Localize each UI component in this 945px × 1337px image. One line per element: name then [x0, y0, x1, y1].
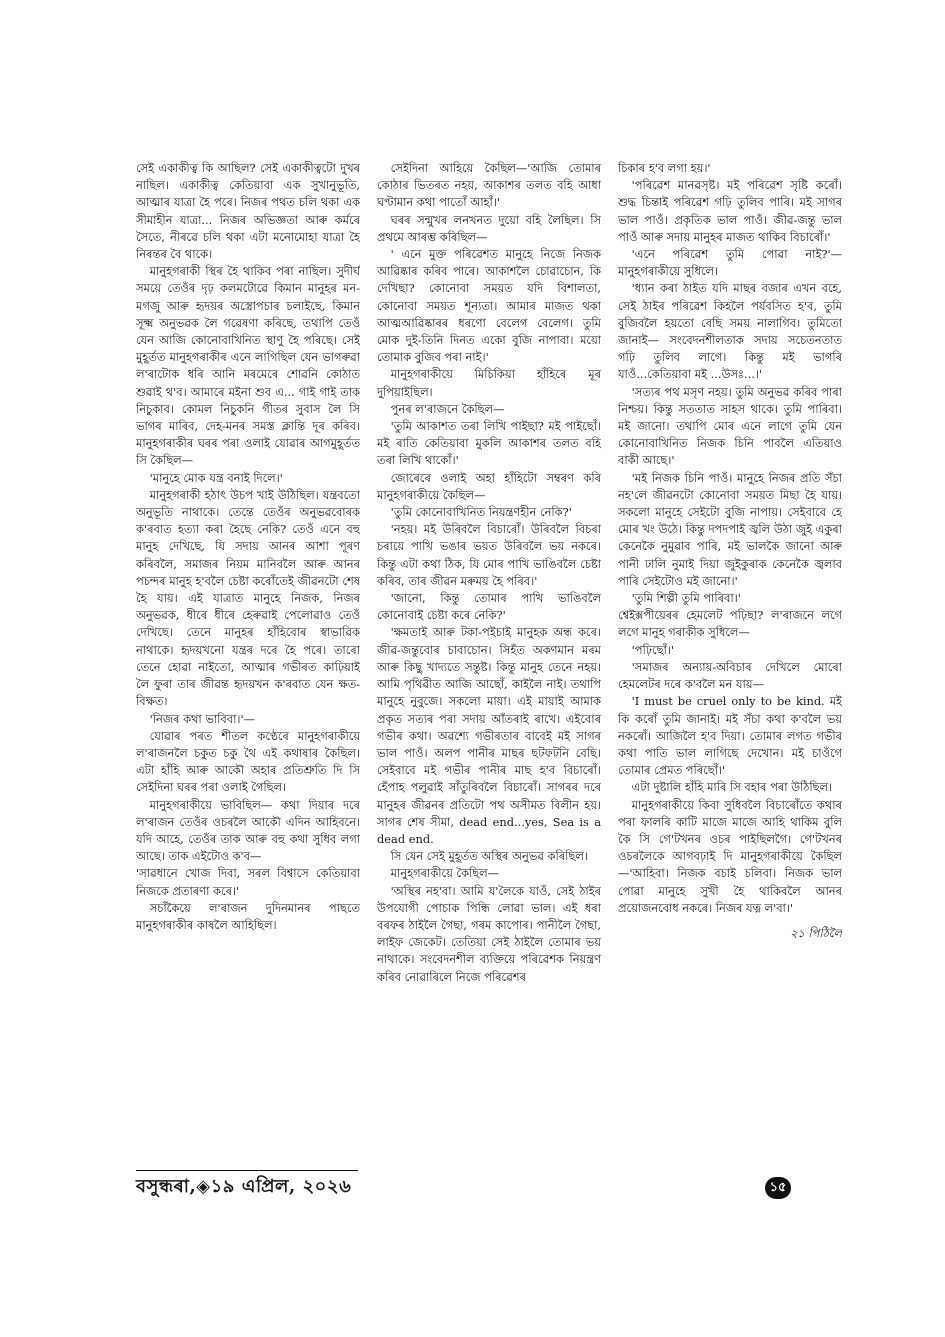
paragraph: 'পৰিৱেশ মানৱসৃষ্ট। মই পৰিৱেশ সৃষ্টি কৰোঁ। শুদ্ধ চিন্তাই পৰিৱেশ গঢ়ি তুলিব পাৰি। মই সাগৰ ভাল পাওঁ। প্ৰকৃতিক ভাল পাওঁ। জীৱ-জন্তু ভাল পাওঁ আৰু সদায় মানুহৰ মাজত থাকিব বিচাৰোঁ।' [618, 178, 842, 244]
paragraph: 'I must be cruel only to be kind. মই কি কৰোঁ তুমি জানাই। মই সঁচা কথা ক'বলৈ ভয় নকৰোঁ। আজিলৈ হ'ব দিয়া। তোমাৰ লগত গভীৰ কথা পাতি ভাল লাগিছে দেখোন। মই চাওঁগে তোমাৰ প্ৰেমত পৰিছোঁ।' [618, 694, 842, 778]
paragraph: এটা দুষ্টালি হাঁহি মাৰি সি বহাৰ পৰা উঠিছিল। [631, 780, 833, 795]
paragraph: মানুহগৰাকীয়ে কিবা সুধিবলৈ বিচাৰোঁতে কথাৰ পৰা ফালৰি কাটি মাজে মাজে আহি থাকিম বুলি কৈ সি গে'টখনৰ ওচৰ পাইছিলগৈ। গে'টখনৰ ওচৰলৈকে আগবঢ়াই দি মানুহগৰাকীয়ে কৈছিল—'আহিবা। নিজক বচাই চলিবা। নিজক ভাল পোৱা মানুহে সুখী হৈ থাকিবলৈ আনৰ প্ৰয়োজনবোধ নকৰে। নিজৰ যত্ন ল'বা।' [618, 797, 842, 915]
paragraph: মানুহগৰাকীয়ে কৈছিল— [390, 866, 500, 881]
paragraph: মানুহগৰাকীয়ে মিচিকিয়া হাঁহিৰে মূৰ দুপিয়াইছিল। [377, 367, 601, 399]
paragraph: 'নহয়। মই উৰিবলৈ বিচাৰোঁ। উৰিবলৈ বিচৰা চৰায়ে পাখি ভঙাৰ ভয়ত উৰিবলৈ ভয় নকৰে। কিন্তু এটা কথা ঠিক, যি মোৰ পাখি ভাঙিবলৈ চেষ্টা কৰিব, তাৰ জীৱন মৰুময় হৈ পৰিব।' [377, 522, 601, 588]
paragraph: মানুহগৰাকী হঠাৎ উচপ খাই উঠিছিল। যন্ত্ৰবতো অনুভূতি নাথাকে। তেন্তে তেওঁৰ অনুভৱবোৰক ক'ৰবাত হত্যা কৰা হৈছে নেকি? তেওঁ এনে বহু মানুহ দেখিছে, যি সদায় আনৰ আশা পূৰণ কৰিবলৈ, সমাজৰ নিয়ম মানিবলৈ আৰু আনৰ পচন্দৰ মানুহ হ'বলৈ চেষ্টা কৰোঁতেই জীৱনটো শেষ হৈ যায়। এই যাত্ৰাত মানুহে নিজক, নিজৰ অনুভৱক, ধীৰে ধীৰে হেৰুৱাই পেলোৱাও তেওঁ দেখিছে। তেনে মানুহৰ হাঁহিবোৰ স্বাভাৱিক নাথাকে। হৃদয়খনো যন্ত্ৰৰ দৰে হৈ পৰে। তাৰো তেনে হোৱা নাইতো, আত্মাৰ গভীৰত কাঢ়িয়াই লৈ ফুৰা তাৰ জীৱন্ত হৃদয়খন ক'ৰবাত যেন ক্ষত-বিক্ষত। [136, 487, 360, 709]
paragraph: যোৱাৰ পৰত শীতল কণ্ঠেৰে মানুহগৰাকীয়ে ল'ৰাজনলৈ চকুত চকু থৈ এই কথাষাৰ কৈছিল। এটা হাঁহি আৰু আকৌ অহাৰ প্ৰতিশ্ৰুতি দি সি সেইদিনা ঘৰৰ পৰা ওলাই গৈছিল। [136, 728, 360, 795]
column-2 [377, 160, 601, 1170]
paragraph: 'সত্যৰ পথ মসৃণ নহয়। তুমি অনুভৱ কৰিব পাৰা নিশ্চয়। কিন্তু সততাত সাহস থাকে। তুমি পাৰিবা। মই জানো। তথাপি মোৰ এনে লাগে তুমি যেন কোনোবাখিনিত নিজক চিনি পাবলৈ এতিয়াও বাকী আছে।' [618, 384, 842, 468]
paragraph: জোৰেৰে ওলাই অহা হাঁহিটো সম্বৰণ কৰি মানুহগৰাকীয়ে কৈছিল— [377, 470, 601, 502]
paragraph: 'মই নিজক চিনি পাওঁ। মানুহে নিজৰ প্ৰতি সঁচা নহ'লে জীৱনটো কোনোবা সময়ত মিছা হৈ যায়। সকলো মানুহে সেইটো বুজি নাপায়। সেইবাবে হে মোৰ খং উঠে। কিন্তু দপদপাই জ্বলি উঠা জুই একুৰা কেনেকৈ নুমুৱাব পাৰি, মই ভালকৈ জানো আৰু পানী ঢালি নুমাই দিয়া জুইকুৰাক কেনেকৈ জ্বলাব পাৰি সেইটোও মই জানো।' [618, 470, 842, 588]
paragraph: 'এনে পৰিৱেশ তুমি পোৱা নাই?'— মানুহগৰাকীয়ে সুধিলে। [618, 247, 842, 279]
paragraph: 'তুমি শিল্পী তুমি পাৰিবা।' [631, 591, 741, 606]
paragraph: সেইদিনা আহিয়ে কৈছিল—'আজি তোমাৰ কোঠাৰ ভিতৰত নহয়, আকাশৰ তলত বহি আধা ঘণ্টামান কথা পাতোঁ আহাঁ।' [377, 161, 601, 210]
paragraph: ' এনে মুক্ত পৰিৱেশত মানুহে নিজে নিজক আৱিষ্কাৰ কৰিব পাৰে। আকাশলৈ চোৱাচোন, কি দেখিছা? কোনোবা সময়ত যদি বিশালতা, কোনোবা সময়ত শূন্যতা। আমাৰ মাজত থকা আত্মআৱিষ্কাৰৰ ধৰণো বেলেগ বেলেগ। তুমি মোক দুই-তিনি দিনত একো বুজি নাপাবা। ময়ো তোমাক বুজিব পৰা নাই।' [377, 247, 601, 365]
paragraph: 'ক্ষমতাই আৰু টকা-পইচাই মানুহক অন্ধ কৰে। জীৱ-জন্তুবোৰ চাবাচোন। সিহঁত অকণমান মৰম আৰু কিছু খাদ্যতে সন্তুষ্ট। কিন্তু মানুহ তেনে নহয়। আমি পৃথিৱীত আজি আছোঁ, কাইলৈ নাই। তথাপি মানুহে নুবুজে। সকলো মায়া। এই মায়াই আমাক প্ৰকৃত সত্যৰ পৰা সদায় আঁতৰাই ৰাখে। এইবোৰ গভীৰ কথা। অৱশ্যে গভীৰতাৰ বাবেই মই সাগৰ ভাল পাওঁ। অলপ পানীৰ মাছৰ ছটফটনি বেছি। সেইবাবে মই গভীৰ পানীৰ মাছ হ'ব বিচাৰোঁ। হেঁপাহ পলুৱাই সাঁতুৰিবলৈ বিচাৰোঁ। সাগৰৰ দৰে মানুহৰ জীৱনৰ প্ৰতিটো পথ অসীমত বিলীন হয়। সাগৰ শেষ সীমা, dead end...yes, Sea is a dead end. [377, 625, 601, 846]
paragraph: 'তুমি আকাশত তৰা লিখি পাইছা? মই পাইছোঁ। মই ৰাতি কেতিয়াবা মুকলি আকাশৰ তলত বহি তৰা লিখি থাকোঁ।' [377, 419, 601, 468]
column-3 [618, 160, 842, 1170]
paragraph: সচাঁকৈয়ে ল'ৰাজন দুদিনমানৰ পাছতে মানুহগৰাকীৰ কাষলৈ আহিছিল। [136, 900, 360, 932]
paragraph: সেই একাকীত্ব কি আছিল? সেই একাকীত্বটো দুখৰ নাছিল। একাকীত্ব কেতিয়াবা এক সুখানুভূতি, আত্মাৰ যাত্ৰা হৈ পৰে। নিজৰ পথত চলি থকা এক সীমাহীন যাত্ৰা... নিজৰ অভিজ্ঞতা আৰু কৰ্মৰে সৈতে, নীৰৱে চলি থকা এটা মনোমোহা যাত্ৰা হৈ নিৰন্তৰ বৈ থাকে। [136, 161, 360, 262]
paragraph: 'সমাজৰ অন্যায়-অবিচাৰ দেখিলে মোৰো হেমলেটৰ দৰে ক'বলৈ মন যায়— [618, 659, 842, 692]
page-number-badge: ১৫ [765, 1177, 791, 1199]
paragraph: পুনৰ ল'ৰাজনে কৈছিল— [390, 401, 505, 416]
magazine-footer-title: বসুন্ধৰা,◈১৯ এপ্ৰিল, ২০২৬ [136, 1176, 352, 1197]
paragraph: 'ধ্যান কৰা ঠাইত যদি মাছৰ বজাৰ এখন বহে, সেই ঠাইৰ পৰিৱেশ কিহলৈ পৰ্যবসিত হ'ব, তুমি বুজিবলৈ হয়তো বেছি সময় নালাগিব। তুমিতো জানাই— সংবেদনশীলতাক সদায় সচেতনতাত গঢ়ি তুলিব লাগে। কিন্তু মই ভাগৰি যাওঁ...কেতিয়াবা মই ...উসঃ...।' [618, 281, 842, 382]
paragraph: 'নিজৰ কথা ভাবিবা।'— [149, 711, 255, 726]
paragraph: শ্বেইক্সপীয়েৰৰ হেমলেট পঢ়িছা? ল'ৰাজনে লগে লগে মানুহ গৰাকীক সুধিলে— [618, 608, 842, 640]
paragraph: 'সাৱধানে খোজ দিবা, সৰল বিশ্বাসে কেতিয়াবা নিজকে প্ৰতাৰণা কৰে।' [136, 866, 360, 898]
paragraph: 'পঢ়িছোঁ।' [631, 642, 674, 657]
paragraph: 'জানো, কিন্তু তোমাৰ পাখি ভাঙিবলৈ কোনোবাই চেষ্টা কৰে নেকি?' [377, 591, 601, 623]
paragraph: 'মানুহে মোক যন্ত্ৰ বনাই দিলে।' [149, 470, 283, 485]
paragraph: মানুহগৰাকী স্থিৰ হৈ থাকিব পৰা নাছিল। সুদীৰ্ঘ সময়ে তেওঁৰ দৃঢ় কলমটোৱে কিমান মানুহৰ মন-মগজু আৰু হৃদয়ৰ অস্ত্ৰোপচাৰ চলাইছে, কিমান সূক্ষ্ম অনুভৱক লৈ গৱেষণা কৰিছে, তথাপি তেওঁ যেন আজি কোনোবাখিনিত স্থাণু হৈ পৰিছে। সেই মুহূৰ্তত মানুহগৰাকীৰ এনে লাগিছিল যেন ভাগৰুৱা ল'ৰাটোক ধৰি আনি মৰমেৰে শোৱনি কোঠাত শুৱাই থ'ব। আমাৰে মইনা শুব এ... গাই গাই তাক নিচুকাব। কোমল নিচুকনি গীতৰ সুবাস লৈ সি ভাগৰ মাৰিব, দেহ-মনৰ সমস্ত ক্লান্তি দূৰ কৰিব। মানুহগৰাকীৰ ঘৰৰ পৰা ওলাই যোৱাৰ আগমুহূৰ্তত সি কৈছিল— [136, 264, 360, 468]
paragraph: 'তুমি কোনোবাখিনিত নিয়ন্ত্ৰণহীন নেকি?' [390, 505, 572, 520]
continued-on-page: ২১ পিঠিলৈ [789, 925, 842, 940]
paragraph: ঘৰৰ সন্মুখৰ লনখনত দুয়ো বহি লৈছিল। সি প্ৰথমে আৰম্ভ কৰিছিল— [377, 212, 601, 244]
paragraph: চিকাৰ হ'ব লগা হয়।' [618, 161, 711, 175]
column-1 [136, 160, 360, 1170]
paragraph: মানুহগৰাকীয়ে ভাবিছিল— কথা দিয়াৰ দৰে ল'ৰাজন তেওঁৰ ওচৰলৈ আকৌ এদিন আহিবনে। যদি আহে, তেওঁৰ তাক আৰু বহু কথা সুধিব লগা আছে। তাক এইটোও ক'ব— [136, 797, 360, 864]
article-body [136, 160, 843, 1170]
footer-divider [136, 1170, 358, 1171]
paragraph: সি যেন সেই মুহূৰ্তত অস্থিৰ অনুভৱ কৰিছিল। [390, 849, 588, 864]
paragraph: 'অস্থিৰ নহ'বা। আমি য'লৈকে যাওঁ, সেই ঠাইৰ উপযোগী পোচাক পিন্ধি লোৱা ভাল। এই ধৰা বৰফৰ ঠাইলৈ গৈছা, গৰম কাপোৰ। পানীলৈ গৈছা, লাইফ জেকেট। তেতিয়া সেই ঠাইলৈ তোমাৰ ভয় নাথাকে। সংবেদনশীল ব্যক্তিয়ে পৰিৱেশক নিয়ন্ত্ৰণ কৰিব নোৱাৰিলে নিজে পৰিৱেশৰ [377, 883, 601, 984]
